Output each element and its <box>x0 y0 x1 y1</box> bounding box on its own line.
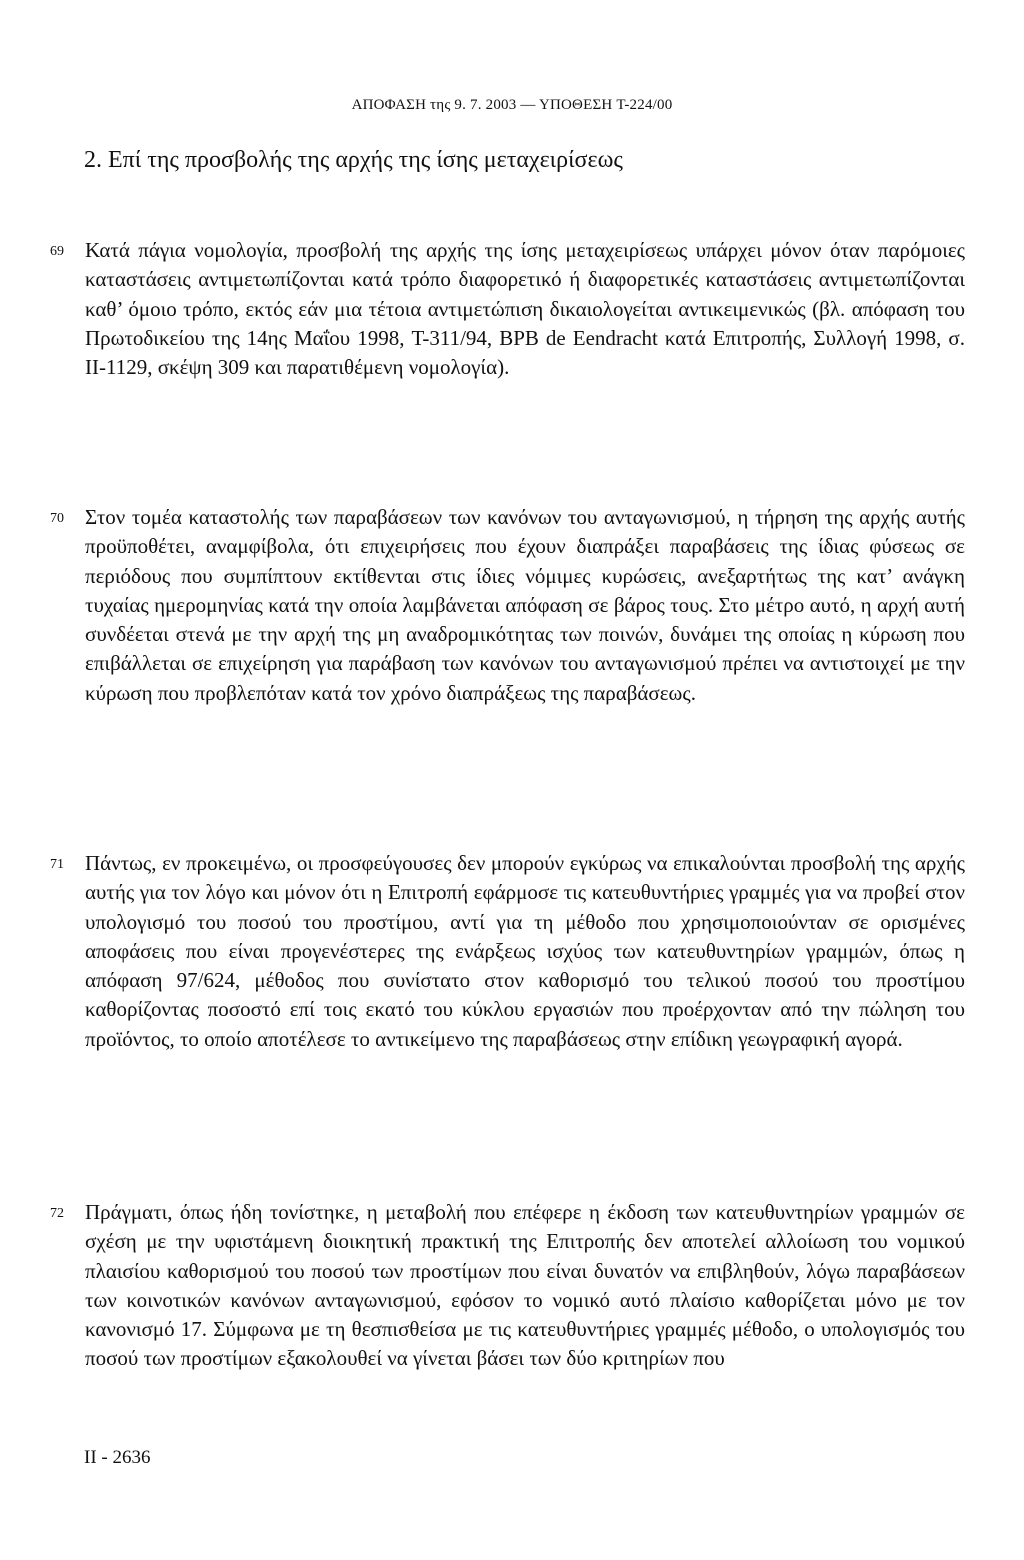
page-number: II - 2636 <box>84 1447 151 1468</box>
paragraph-number-69: 69 <box>50 244 64 259</box>
paragraph-number-70: 70 <box>50 511 64 526</box>
running-header: ΑΠΟΦΑΣΗ της 9. 7. 2003 — ΥΠΟΘΕΣΗ T-224/00 <box>351 97 673 113</box>
paragraph-71: Πάντως, εν προκειμένω, οι προσφεύγουσες δεν μπορούν εγκύρως να επικαλούνται προσβολή της αρχής αυτής για τον λόγο και μόνον ότι η Επιτροπή εφάρμοσε τις κατευθυντήριες γραμμές για να προβεί στον υπολογισμό του ποσού του προστίμου, αντί για τη μέθοδο που χρησιμοποιούνταν σε ορισμένες αποφάσεις που είναι προγενέστερες της ενάρξεως ισχύος των κατευθυντηρίων γραμμών, όπως η απόφαση 97/624, μέθοδος που συνίστατο στον καθορισμό του τελικού ποσού του προστίμου καθορίζοντας ποσοστό επί τοις εκατό του κύκλου εργασιών που προέρχονταν από την πώληση του προϊόντος, το οποίο αποτέλεσε το αντικείμενο της παραβάσεως στην επίδικη γεωγραφική αγορά. <box>85 851 965 1051</box>
paragraph-69: Κατά πάγια νομολογία, προσβολή της αρχής της ίσης μεταχειρίσεως υπάρχει μόνον όταν παρόμοιες καταστάσεις αντιμετωπίζονται κατά τρόπο διαφορετικό ή διαφορετικές καταστάσεις αντιμετωπίζονται καθ’ όμοιο τρόπο, εκτός εάν μια τέτοια αντιμετώπιση δικαιολογείται αντικειμενικώς (βλ. απόφαση του Πρωτοδικείου της 14ης Μαΐου 1998, T-311/94, BPB de Eendracht κατά Επιτροπής, Συλλογή 1998, σ. II-1129, σκέψη 309 και παρατιθέμενη νομολογία). <box>85 238 965 380</box>
paragraph-72: Πράγματι, όπως ήδη τονίστηκε, η μεταβολή που επέφερε η έκδοση των κατευθυντηρίων γραμμών σε σχέση με την υφιστάμενη διοικητική πρακτική της Επιτροπής δεν αποτελεί αλλοίωση του νομικού πλαισίου καθορισμού του ποσού των προστίμων που είναι δυνατόν να επιβληθούν, λόγω παραβάσεων των κοινοτικών κανόνων ανταγωνισμού, εφόσον το νομικό αυτό πλαίσιο καθορίζεται μόνο με τον κανονισμό 17. Σύμφωνα με τη θεσπισθείσα με τις κατευθυντήριες γραμμές μέθοδο, ο υπολογισμός του ποσού των προστίμων εξακολουθεί να γίνεται βάσει των δύο κριτηρίων που <box>85 1200 965 1371</box>
paragraph-number-71: 71 <box>50 857 64 872</box>
paragraph-number-72: 72 <box>50 1206 64 1221</box>
section-heading: 2. Επί της προσβολής της αρχής της ίσης μεταχειρίσεως <box>84 147 623 173</box>
paragraph-70: Στον τομέα καταστολής των παραβάσεων των κανόνων του ανταγωνισμού, η τήρηση της αρχής αυτής προϋποθέτει, αναμφίβολα, ότι επιχειρήσεις που έχουν διαπράξει παραβάσεις της ίδιας φύσεως σε περιόδους που συμπίπτουν εκτίθενται στις ίδιες νόμιμες κυρώσεις, ανεξαρτήτως της κατ’ ανάγκη τυχαίας ημερομηνίας κατά την οποία λαμβάνεται απόφαση σε βάρος τους. Στο μέτρο αυτό, η αρχή αυτή συνδέεται στενά με την αρχή της μη αναδρομικότητας των ποινών, δυνάμει της οποίας η κύρωση που επιβάλλεται σε επιχείρηση για παράβαση των κανόνων του ανταγωνισμού πρέπει να αντιστοιχεί με την κύρωση που προβλεπόταν κατά τον χρόνο διαπράξεως της παραβάσεως. <box>85 505 965 705</box>
